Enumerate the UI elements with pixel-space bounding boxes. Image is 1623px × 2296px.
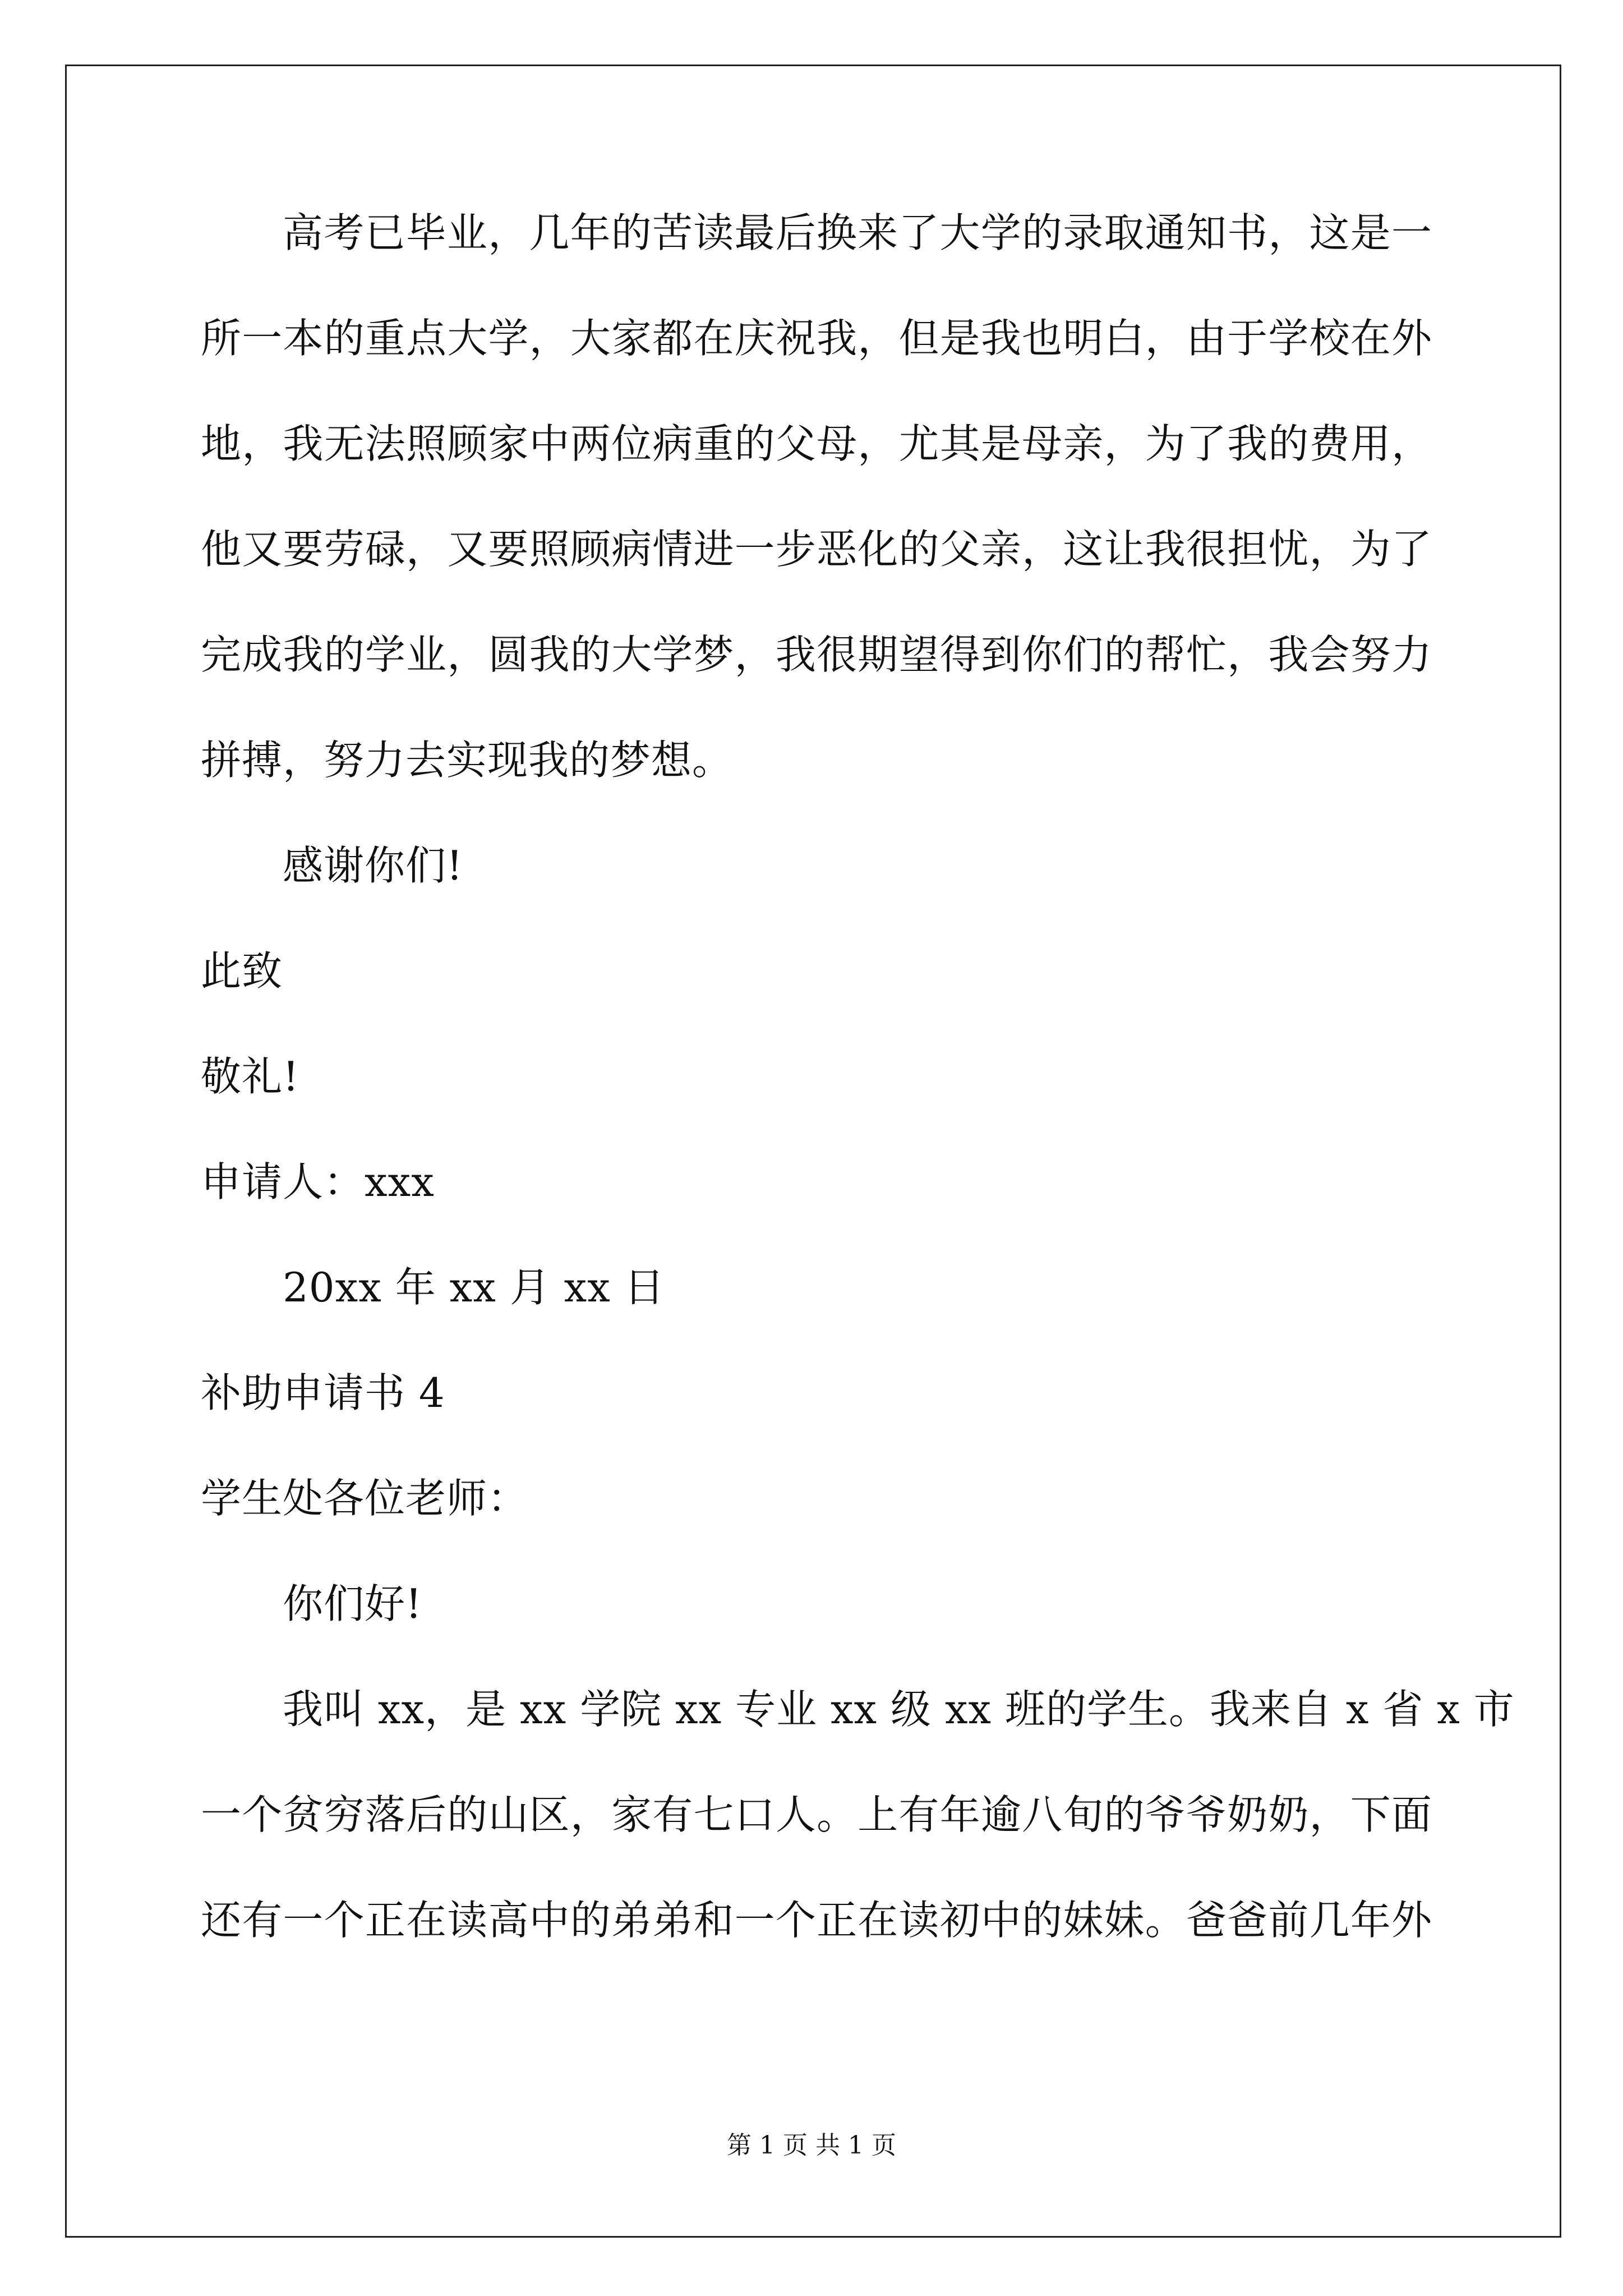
section-title: 补助申请书 4 bbox=[201, 1369, 445, 1416]
page-footer: 第 1 页 共 1 页 bbox=[727, 2131, 896, 2160]
paragraph-1-line-3: 地，我无法照顾家中两位病重的父母，尤其是母亲，为了我的费用， bbox=[201, 420, 1432, 467]
paragraph-2-line-3: 还有一个正在读高中的弟弟和一个正在读初中的妹妹。爸爸前几年外 bbox=[201, 1897, 1432, 1944]
applicant-line: 申请人：xxx bbox=[201, 1158, 435, 1205]
paragraph-1-line-1: 高考已毕业，几年的苦读最后换来了大学的录取通知书，这是一 bbox=[283, 209, 1432, 256]
salutation: 学生处各位老师： bbox=[201, 1475, 529, 1522]
paragraph-2-line-2: 一个贫穷落后的山区，家有七口人。上有年逾八旬的爷爷奶奶，下面 bbox=[201, 1791, 1432, 1838]
paragraph-1-line-2: 所一本的重点大学，大家都在庆祝我，但是我也明白，由于学校在外 bbox=[201, 315, 1432, 362]
closing-ci-zhi: 此致 bbox=[201, 947, 283, 995]
closing-jing-li: 敬礼! bbox=[201, 1053, 299, 1100]
thanks-line: 感谢你们! bbox=[283, 842, 463, 889]
paragraph-1-line-5: 完成我的学业，圆我的大学梦，我很期望得到你们的帮忙，我会努力 bbox=[201, 631, 1432, 678]
greeting: 你们好! bbox=[283, 1580, 422, 1627]
paragraph-2-line-1: 我叫 xx，是 xx 学院 xx 专业 xx 级 xx 班的学生。我来自 x 省 x 市 bbox=[283, 1686, 1515, 1733]
paragraph-1-line-6: 拼搏，努力去实现我的梦想。 bbox=[201, 737, 734, 784]
date-line: 20xx 年 xx 月 xx 日 bbox=[283, 1264, 665, 1311]
paragraph-1-line-4: 他又要劳碌，又要照顾病情进一步恶化的父亲，这让我很担忧，为了 bbox=[201, 526, 1432, 573]
